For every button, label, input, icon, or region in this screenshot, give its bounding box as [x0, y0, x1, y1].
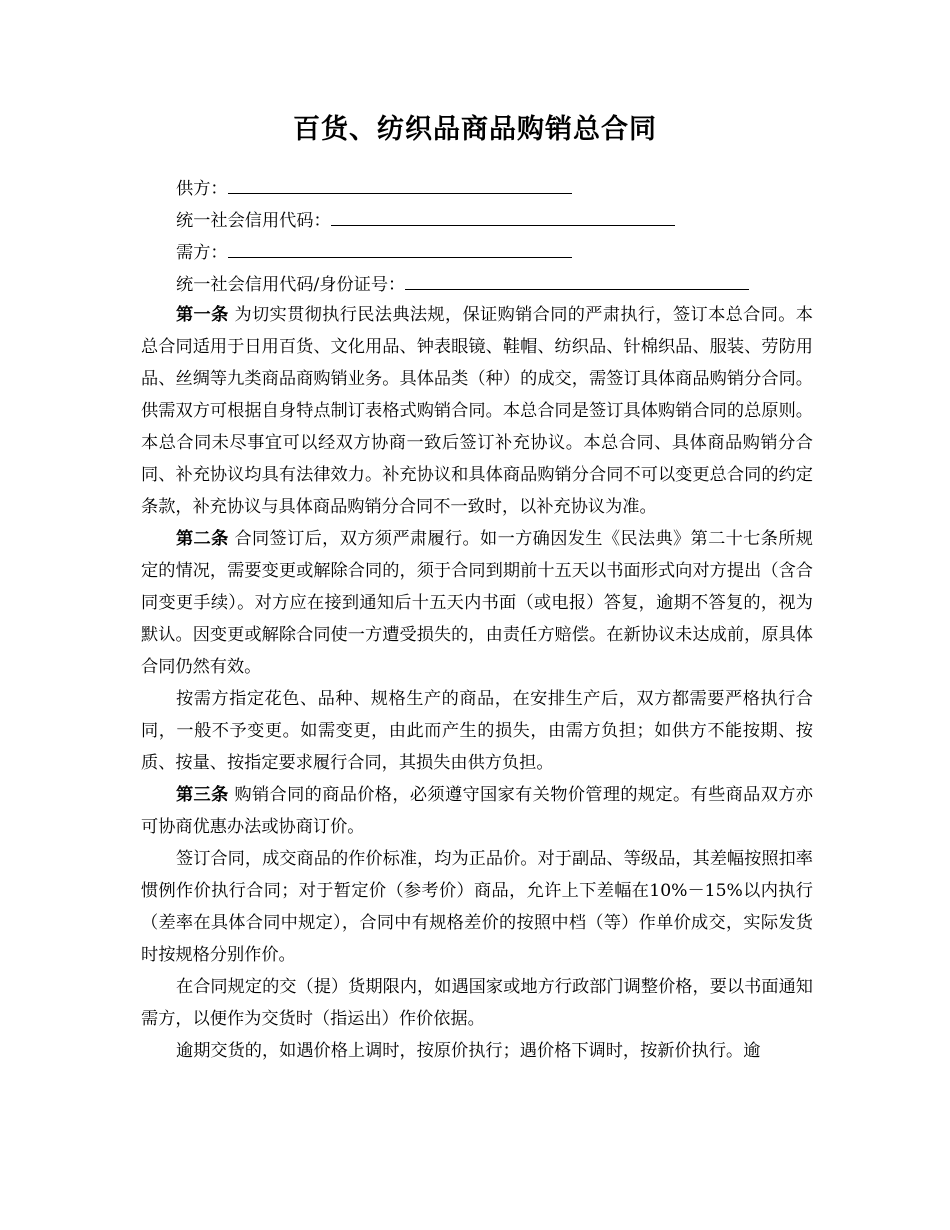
field-label: 统一社会信用代码/身份证号： — [176, 275, 406, 295]
supplier-credit-code-field — [141, 203, 813, 235]
buyer-credit-code-field — [141, 267, 813, 299]
article-2-paragraph — [141, 523, 813, 683]
buyer-blank — [228, 235, 572, 258]
paragraph-text: 在合同规定的交（提）货期限内，如遇国家或地方行政部门调整价格，要以书面通知需方，以便作为交货时（指运出）作价依据。 — [141, 977, 813, 1029]
article-3-heading: 第三条 — [176, 785, 229, 805]
paragraph-text: 按需方指定花色、品种、规格生产的商品，在安排生产后，双方都需要严格执行合同，一般不予变更。如需变更，由此而产生的损失，由需方负担；如供方不能按期、按质、按量、按指定要求履行合同，其损失由供方负担。 — [141, 689, 813, 773]
supplier-blank — [228, 171, 572, 194]
paragraph-text: 签订合同，成交商品的作价标准，均为正品价。对于副品、等级品，其差幅按照扣率惯例作价执行合同；对于暂定价（参考价）商品，允许上下差幅在10%－15%以内执行（差率在具体合同中规定），合同中有规格差价的按照中档（等）作单价成交，实际发货时按规格分别作价。 — [141, 849, 813, 965]
article-3-adjustment-paragraph — [141, 971, 813, 1035]
article-3-pricing-paragraph — [141, 843, 813, 971]
article-1-paragraph — [141, 299, 813, 523]
field-label: 统一社会信用代码： — [176, 211, 331, 231]
supplier-credit-code-blank — [331, 203, 675, 226]
article-3-text: 购销合同的商品价格，必须遵守国家有关物价管理的规定。有些商品双方亦可协商优惠办法或协商订价。 — [141, 785, 813, 837]
article-1-text: 为切实贯彻执行民法典法规，保证购销合同的严肃执行，签订本总合同。本总合同适用于日用百货、文化用品、钟表眼镜、鞋帽、纺织品、针棉织品、服装、劳防用品、丝绸等九类商品商购销业务。具体品类（种）的成交，需签订具体商品购销分合同。供需双方可根据自身特点制订表格式购销合同。本总合同是签订具体购销合同的总原则。本总合同未尽事宜可以经双方协商一致后签订补充协议。本总合同、具体商品购销分合同、补充协议均具有法律效力。补充协议和具体商品购销分合同不可以变更总合同的约定条款，补充协议与具体商品购销分合同不一致时，以补充协议为准。 — [141, 305, 813, 517]
document-body — [141, 171, 813, 1067]
field-label: 供方： — [176, 179, 228, 199]
article-2-subparagraph — [141, 683, 813, 779]
document-title: 百货、纺织品商品购销总合同 — [293, 114, 657, 145]
article-3-paragraph — [141, 779, 813, 843]
article-3-overdue-paragraph — [141, 1035, 813, 1067]
article-2-text: 合同签订后，双方须严肃履行。如一方确因发生《民法典》第二十七条所规定的情况，需要变更或解除合同的，须于合同到期前十五天以书面形式向对方提出（含合同变更手续）。对方应在接到通知后十五天内书面（或电报）答复，逾期不答复的，视为默认。因变更或解除合同使一方遭受损失的，由责任方赔偿。在新协议未达成前，原具体合同仍然有效。 — [141, 529, 813, 677]
article-1-heading: 第一条 — [176, 305, 229, 325]
article-2-heading: 第二条 — [176, 529, 229, 549]
paragraph-text: 逾期交货的，如遇价格上调时，按原价执行；遇价格下调时，按新价执行。逾 — [176, 1041, 761, 1061]
field-label: 需方： — [176, 243, 228, 263]
supplier-field — [141, 171, 813, 203]
buyer-field — [141, 235, 813, 267]
buyer-credit-code-blank — [405, 267, 749, 290]
